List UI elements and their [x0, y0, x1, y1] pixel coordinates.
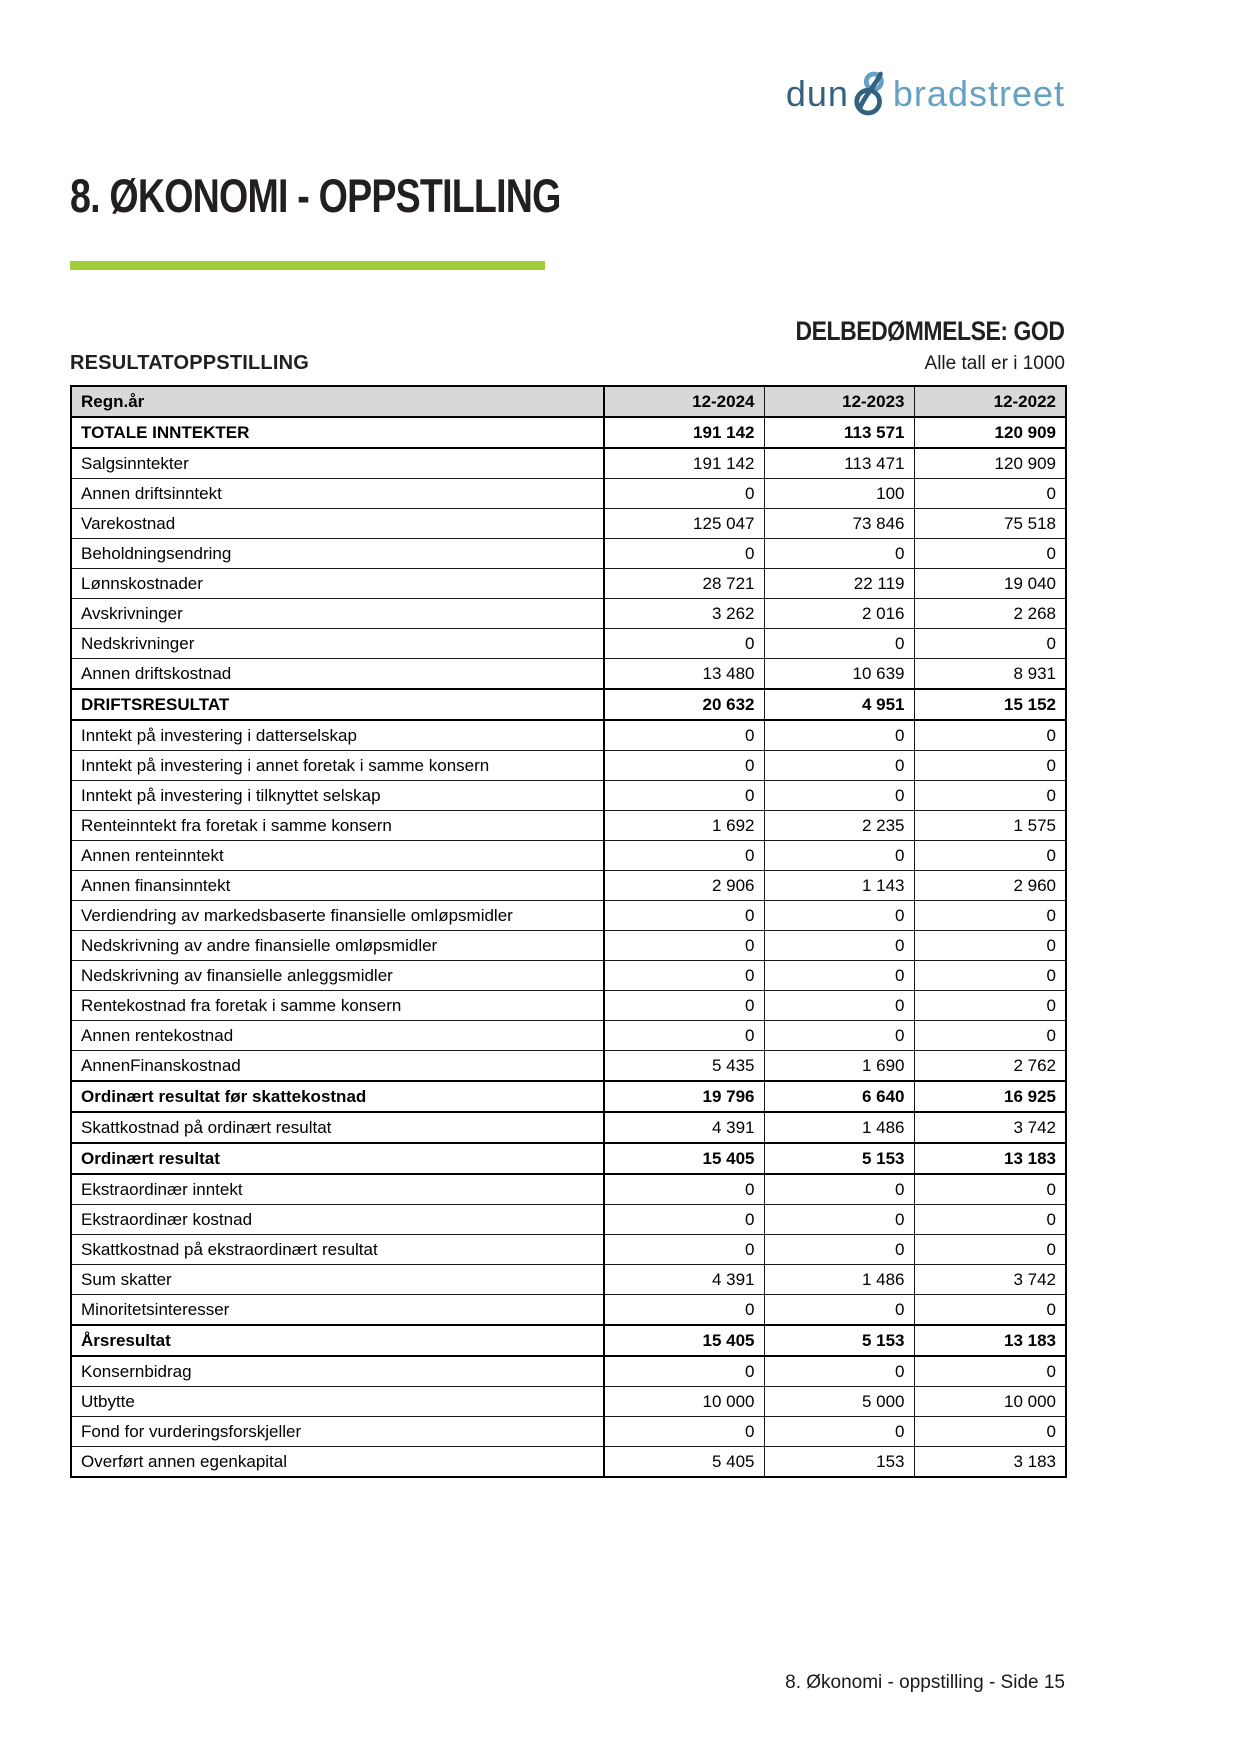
row-value: 113 571	[764, 417, 914, 448]
row-value: 0	[764, 841, 914, 871]
table-row	[71, 871, 1066, 901]
row-value: 0	[914, 991, 1066, 1021]
row-value: 125 047	[604, 509, 764, 539]
table-row	[71, 599, 1066, 629]
table-row	[71, 509, 1066, 539]
header-12-2023: 12-2023	[764, 386, 914, 417]
row-value: 5 435	[604, 1051, 764, 1082]
table-row	[71, 448, 1066, 479]
table-row	[71, 1205, 1066, 1235]
row-value: 4 391	[604, 1265, 764, 1295]
row-value: 0	[914, 751, 1066, 781]
row-value: 0	[914, 1174, 1066, 1205]
row-value: 2 235	[764, 811, 914, 841]
row-label: Rentekostnad fra foretak i samme konsern	[71, 991, 604, 1021]
assessment-text: DELBEDØMMELSE: GOD	[795, 316, 1065, 346]
row-value: 73 846	[764, 509, 914, 539]
table-row	[71, 841, 1066, 871]
row-value: 0	[604, 479, 764, 509]
page-title: 8. ØKONOMI - OPPSTILLING	[70, 169, 561, 222]
row-value: 10 000	[604, 1387, 764, 1417]
table-row	[71, 720, 1066, 751]
row-value: 75 518	[914, 509, 1066, 539]
table-row	[71, 1265, 1066, 1295]
row-value: 0	[604, 539, 764, 569]
row-value: 0	[914, 901, 1066, 931]
table-row	[71, 539, 1066, 569]
row-value: 0	[764, 751, 914, 781]
row-value: 2 016	[764, 599, 914, 629]
row-value: 1 575	[914, 811, 1066, 841]
table-row	[71, 901, 1066, 931]
row-label: Inntekt på investering i datterselskap	[71, 720, 604, 751]
row-value: 0	[604, 961, 764, 991]
row-value: 1 486	[764, 1112, 914, 1143]
row-value: 0	[764, 991, 914, 1021]
row-value: 19 040	[914, 569, 1066, 599]
row-value: 0	[764, 1235, 914, 1265]
row-value: 0	[604, 901, 764, 931]
row-label: Annen renteinntekt	[71, 841, 604, 871]
row-value: 0	[764, 961, 914, 991]
row-value: 13 183	[914, 1143, 1066, 1174]
row-value: 0	[604, 781, 764, 811]
row-value: 5 153	[764, 1143, 914, 1174]
row-value: 191 142	[604, 417, 764, 448]
row-value: 2 960	[914, 871, 1066, 901]
table-row	[71, 659, 1066, 690]
row-value: 6 640	[764, 1081, 914, 1112]
row-label: Verdiendring av markedsbaserte finansielle omløpsmidler	[71, 901, 604, 931]
row-label: Varekostnad	[71, 509, 604, 539]
table-title: RESULTATOPPSTILLING	[70, 352, 309, 374]
row-value: 0	[914, 539, 1066, 569]
row-value: 0	[764, 539, 914, 569]
income-statement-table	[70, 385, 1067, 1478]
row-label: Ordinært resultat	[71, 1143, 604, 1174]
row-value: 0	[764, 720, 914, 751]
table-meta	[70, 352, 1065, 375]
table-row	[71, 479, 1066, 509]
row-value: 0	[914, 1205, 1066, 1235]
row-value: 0	[604, 720, 764, 751]
row-label: Skattkostnad på ekstraordinært resultat	[71, 1235, 604, 1265]
table-row	[71, 781, 1066, 811]
row-label: Skattkostnad på ordinært resultat	[71, 1112, 604, 1143]
row-value: 0	[764, 1205, 914, 1235]
table-row	[71, 1417, 1066, 1447]
row-label: Nedskrivninger	[71, 629, 604, 659]
row-label: Annen driftskostnad	[71, 659, 604, 690]
page-footer: 8. Økonomi - oppstilling - Side 15	[785, 1672, 1065, 1693]
units-note: Alle tall er i 1000	[924, 353, 1065, 374]
row-label: Årsresultat	[71, 1325, 604, 1356]
row-value: 0	[914, 629, 1066, 659]
row-value: 0	[604, 1021, 764, 1051]
row-value: 0	[914, 781, 1066, 811]
row-value: 0	[604, 1205, 764, 1235]
table-row	[71, 629, 1066, 659]
table-row	[71, 689, 1066, 720]
row-label: Annen finansinntekt	[71, 871, 604, 901]
row-value: 1 143	[764, 871, 914, 901]
row-value: 3 262	[604, 599, 764, 629]
row-value: 0	[764, 1417, 914, 1447]
row-label: TOTALE INNTEKTER	[71, 417, 604, 448]
row-label: Nedskrivning av finansielle anleggsmidler	[71, 961, 604, 991]
table-row	[71, 1174, 1066, 1205]
row-value: 0	[914, 1295, 1066, 1326]
row-value: 22 119	[764, 569, 914, 599]
row-value: 0	[914, 479, 1066, 509]
header-12-2022: 12-2022	[914, 386, 1066, 417]
row-value: 0	[914, 931, 1066, 961]
row-value: 0	[914, 1417, 1066, 1447]
row-label: Konsernbidrag	[71, 1356, 604, 1387]
row-value: 13 480	[604, 659, 764, 690]
row-value: 0	[914, 1021, 1066, 1051]
row-value: 0	[914, 720, 1066, 751]
row-value: 0	[764, 931, 914, 961]
row-value: 0	[604, 841, 764, 871]
row-value: 5 405	[604, 1447, 764, 1478]
table-row	[71, 1051, 1066, 1082]
row-value: 28 721	[604, 569, 764, 599]
row-value: 0	[604, 1356, 764, 1387]
row-value: 2 762	[914, 1051, 1066, 1082]
row-value: 8 931	[914, 659, 1066, 690]
row-label: Annen driftsinntekt	[71, 479, 604, 509]
table-row	[71, 991, 1066, 1021]
row-value: 15 405	[604, 1325, 764, 1356]
table-row	[71, 1387, 1066, 1417]
dnb-logo	[786, 70, 1065, 118]
row-label: DRIFTSRESULTAT	[71, 689, 604, 720]
row-value: 5 153	[764, 1325, 914, 1356]
table-row	[71, 961, 1066, 991]
row-value: 120 909	[914, 417, 1066, 448]
table-row	[71, 1235, 1066, 1265]
row-value: 0	[604, 751, 764, 781]
table-row	[71, 751, 1066, 781]
row-value: 5 000	[764, 1387, 914, 1417]
row-label: AnnenFinanskostnad	[71, 1051, 604, 1082]
row-label: Minoritetsinteresser	[71, 1295, 604, 1326]
row-label: Nedskrivning av andre finansielle omløpsmidler	[71, 931, 604, 961]
row-value: 4 951	[764, 689, 914, 720]
table-row	[71, 1021, 1066, 1051]
row-value: 0	[764, 1174, 914, 1205]
row-value: 19 796	[604, 1081, 764, 1112]
row-value: 16 925	[914, 1081, 1066, 1112]
row-label: Ekstraordinær inntekt	[71, 1174, 604, 1205]
row-label: Lønnskostnader	[71, 569, 604, 599]
header-regnar: Regn.år	[71, 386, 604, 417]
row-value: 3 742	[914, 1265, 1066, 1295]
row-value: 0	[604, 1417, 764, 1447]
row-value: 3 742	[914, 1112, 1066, 1143]
table-row	[71, 1356, 1066, 1387]
row-value: 0	[604, 1174, 764, 1205]
row-value: 10 639	[764, 659, 914, 690]
row-value: 0	[914, 1356, 1066, 1387]
row-value: 0	[764, 901, 914, 931]
row-value: 0	[604, 629, 764, 659]
row-label: Renteinntekt fra foretak i samme konsern	[71, 811, 604, 841]
table-row	[71, 1295, 1066, 1326]
row-label: Overført annen egenkapital	[71, 1447, 604, 1478]
row-value: 20 632	[604, 689, 764, 720]
row-value: 1 486	[764, 1265, 914, 1295]
table-row	[71, 1325, 1066, 1356]
row-label: Inntekt på investering i annet foretak i samme konsern	[71, 751, 604, 781]
row-label: Beholdningsendring	[71, 539, 604, 569]
row-label: Inntekt på investering i tilknyttet selskap	[71, 781, 604, 811]
row-value: 15 405	[604, 1143, 764, 1174]
table-row	[71, 1081, 1066, 1112]
row-value: 4 391	[604, 1112, 764, 1143]
row-value: 100	[764, 479, 914, 509]
row-value: 0	[604, 1235, 764, 1265]
table-row	[71, 811, 1066, 841]
table-row	[71, 417, 1066, 448]
row-label: Salgsinntekter	[71, 448, 604, 479]
accent-bar	[70, 261, 545, 270]
header-12-2024: 12-2024	[604, 386, 764, 417]
row-value: 2 906	[604, 871, 764, 901]
row-value: 0	[914, 1235, 1066, 1265]
row-value: 191 142	[604, 448, 764, 479]
row-value: 120 909	[914, 448, 1066, 479]
row-value: 0	[764, 1356, 914, 1387]
row-label: Ordinært resultat før skattekostnad	[71, 1081, 604, 1112]
row-value: 0	[764, 1295, 914, 1326]
table-row	[71, 1447, 1066, 1478]
row-label: Fond for vurderingsforskjeller	[71, 1417, 604, 1447]
row-value: 0	[604, 991, 764, 1021]
row-value: 2 268	[914, 599, 1066, 629]
table-row	[71, 1143, 1066, 1174]
row-label: Annen rentekostnad	[71, 1021, 604, 1051]
table-row	[71, 931, 1066, 961]
row-value: 0	[914, 841, 1066, 871]
row-value: 1 692	[604, 811, 764, 841]
row-label: Utbytte	[71, 1387, 604, 1417]
row-value: 0	[914, 961, 1066, 991]
table-row	[71, 1112, 1066, 1143]
row-value: 15 152	[914, 689, 1066, 720]
table-header-row	[71, 386, 1066, 417]
row-value: 0	[764, 781, 914, 811]
row-value: 113 471	[764, 448, 914, 479]
row-value: 0	[604, 931, 764, 961]
row-value: 1 690	[764, 1051, 914, 1082]
row-value: 10 000	[914, 1387, 1066, 1417]
logo-bradstreet-text: bradstreet	[892, 73, 1065, 114]
row-label: Sum skatter	[71, 1265, 604, 1295]
logo-dun-text: dun	[785, 73, 849, 114]
table-row	[71, 569, 1066, 599]
row-value: 0	[764, 1021, 914, 1051]
ampersand-icon	[852, 70, 890, 118]
row-value: 153	[764, 1447, 914, 1478]
row-value: 0	[604, 1295, 764, 1326]
row-value: 0	[764, 629, 914, 659]
row-value: 13 183	[914, 1325, 1066, 1356]
row-label: Avskrivninger	[71, 599, 604, 629]
row-value: 3 183	[914, 1447, 1066, 1478]
row-label: Ekstraordinær kostnad	[71, 1205, 604, 1235]
